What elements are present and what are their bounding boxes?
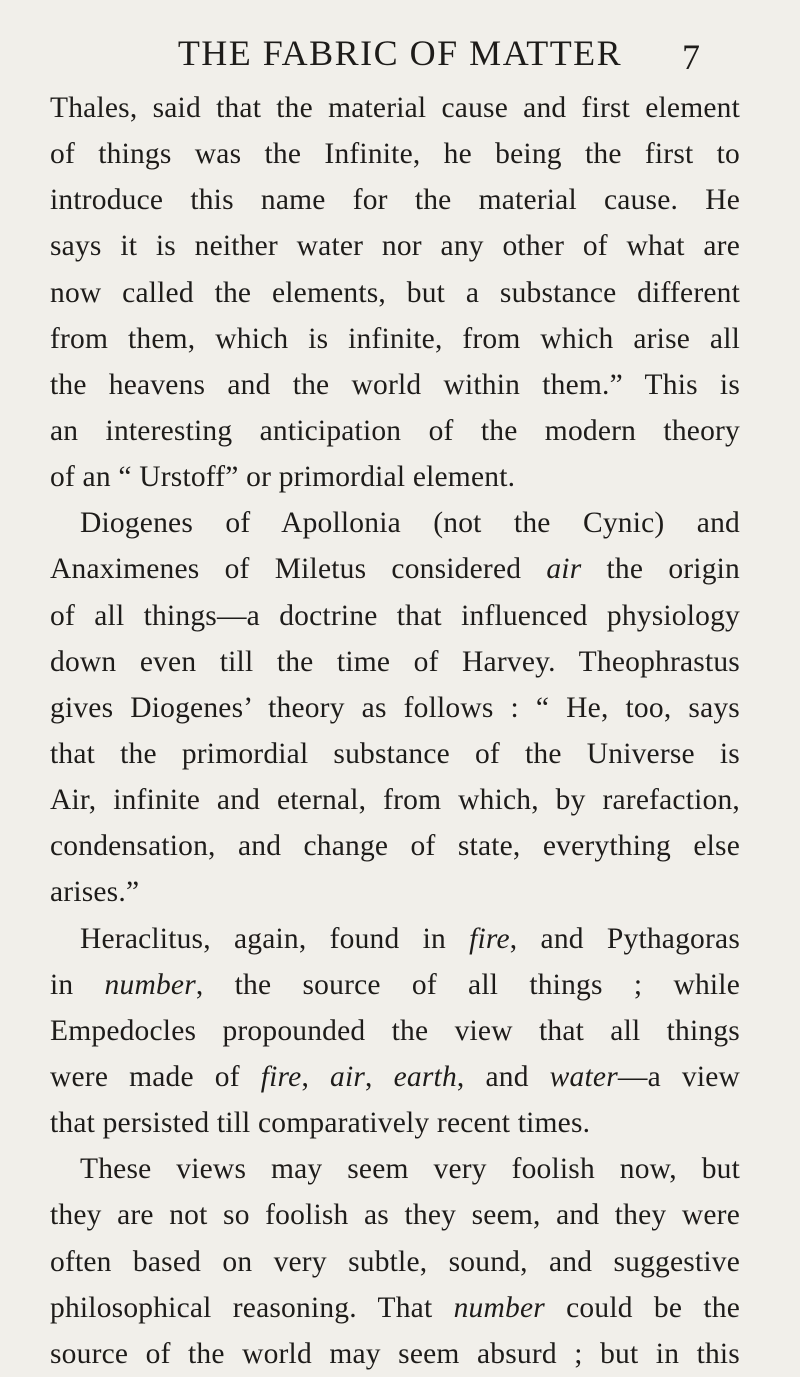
text-line: from them, which is infinite, from which arise all — [50, 322, 740, 355]
text-line: that the primordial substance of the Universe is — [50, 737, 740, 770]
text-line: Anaximenes of Miletus considered air the origin — [50, 553, 740, 586]
text-line: gives Diogenes’ theory as follows : “ He, too, says — [50, 691, 740, 724]
text-line: says it is neither water nor any other of what are — [50, 230, 740, 263]
text-line: an interesting anticipation of the modern theory — [50, 414, 740, 447]
running-title: THE FABRIC OF MATTER — [177, 33, 623, 73]
text-line: Heraclitus, again, found in fire, and Pythagoras — [80, 922, 741, 955]
page-header — [0, 30, 800, 76]
text-line: often based on very subtle, sound, and suggestive — [50, 1245, 740, 1278]
text-line: philosophical reasoning. That number could be the — [50, 1291, 740, 1324]
text-line: that persisted till comparatively recent times. — [50, 1107, 591, 1140]
text-line: Empedocles propounded the view that all things — [50, 1014, 740, 1047]
text-line: Thales, said that the material cause and first element — [50, 92, 740, 124]
text-line: of things was the Infinite, he being the first to — [50, 138, 740, 171]
text-line: now called the elements, but a substance different — [50, 276, 740, 309]
text-line: the heavens and the world within them.” This is — [50, 368, 740, 401]
text-line: they are not so foolish as they seem, and they were — [50, 1199, 740, 1232]
text-line: These views may seem very foolish now, but — [80, 1153, 740, 1186]
text-line: Air, infinite and eternal, from which, by rarefaction, — [50, 784, 740, 817]
body-text — [50, 85, 740, 1377]
text-line: down even till the time of Harvey. Theophrastus — [50, 645, 740, 678]
text-line: condensation, and change of state, everything else — [50, 830, 740, 863]
page-number: 7 — [682, 37, 700, 77]
text-line: in number, the source of all things ; while — [50, 968, 740, 1001]
text-line: introduce this name for the material cause. He — [50, 184, 740, 217]
text-line: of an “ Urstoff” or primordial element. — [50, 461, 516, 494]
text-line: were made of fire, air, earth, and water—a view — [50, 1060, 741, 1093]
text-line: source of the world may seem absurd ; but in this — [50, 1337, 740, 1370]
text-line: of all things—a doctrine that influenced physiology — [50, 599, 740, 632]
text-line: Diogenes of Apollonia (not the Cynic) and — [80, 507, 740, 540]
text-line: arises.” — [50, 876, 140, 909]
